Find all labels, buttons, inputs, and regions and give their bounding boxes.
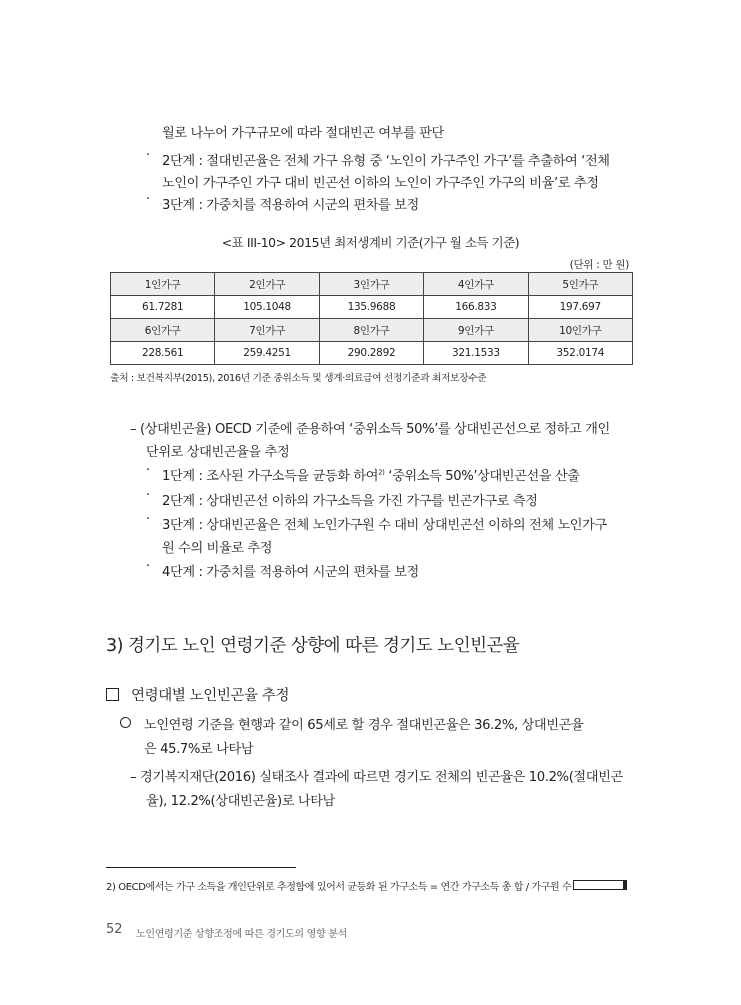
table-header-cell: 7인가구 bbox=[215, 319, 319, 342]
box-heading bbox=[106, 684, 289, 705]
square-bullet-icon bbox=[106, 688, 119, 701]
page-number: 52 bbox=[106, 922, 123, 937]
table-header-cell: 2인가구 bbox=[215, 273, 319, 296]
running-title: 노인연령기준 상향조정에 따른 경기도의 영향 분석 bbox=[136, 929, 347, 940]
circle-item-line2: 은 45.7%로 나타남 bbox=[144, 742, 254, 757]
middot-bullet: · bbox=[146, 488, 151, 503]
middot-bullet: · bbox=[146, 192, 151, 207]
relative-step3-line1: 3단계 : 상대빈곤율은 전체 노인가구원 수 대비 상대빈곤선 이하의 전체 노인가구 bbox=[162, 518, 607, 533]
middot-bullet: · bbox=[146, 559, 151, 574]
circle-bullet-icon bbox=[120, 717, 131, 728]
table-header-cell: 5인가구 bbox=[528, 273, 632, 296]
dash-item-line2: 율), 12.2%(상대빈곤율)로 나타남 bbox=[146, 794, 335, 809]
table-source: 출처 : 보건복지부(2015), 2016년 기준 중위소득 및 생계·의료급여 선정기준과 최저보장수준 bbox=[110, 373, 487, 384]
table-cell: 166.833 bbox=[424, 296, 528, 319]
footnote-text: 2) OECD에서는 가구 소득을 개인단위로 추정함에 있어서 균등화 된 가구소득 = 연간 가구소득 총 합 / 가구원 수 bbox=[106, 882, 572, 893]
table-header-row bbox=[111, 273, 633, 296]
relative-step3-line2: 원 수의 비율로 추정 bbox=[162, 541, 273, 556]
middot-bullet: · bbox=[146, 463, 151, 478]
relative-dash-line2: 단위로 상대빈곤율을 추정 bbox=[146, 445, 290, 460]
table-row bbox=[111, 342, 633, 365]
table-cell: 352.0174 bbox=[528, 342, 632, 365]
table-cell: 259.4251 bbox=[215, 342, 319, 365]
table-row bbox=[111, 296, 633, 319]
table-header-row bbox=[111, 319, 633, 342]
table-cell: 105.1048 bbox=[215, 296, 319, 319]
footnote-divider bbox=[106, 867, 296, 868]
circle-item-line1: 노인연령 기준을 현행과 같이 65세로 할 경우 절대빈곤율은 36.2%, 상대빈곤율 bbox=[144, 718, 584, 733]
table-cell: 135.9688 bbox=[319, 296, 423, 319]
table-header-cell: 6인가구 bbox=[111, 319, 215, 342]
relative-step4: 4단계 : 가중치를 적용하여 시군의 편차를 보정 bbox=[162, 565, 419, 580]
footnote bbox=[106, 878, 627, 893]
table-cell: 197.697 bbox=[528, 296, 632, 319]
box-heading-text: 연령대별 노인빈곤율 추정 bbox=[131, 688, 290, 704]
table-cell: 321.1533 bbox=[424, 342, 528, 365]
dash-item-line1: – 경기복지재단(2016) 실태조사 결과에 따르면 경기도 전체의 빈곤율은 10.2%(절대빈곤 bbox=[130, 770, 623, 785]
relative-step1-text: 1단계 : 조사된 가구소득을 균등화 하여 bbox=[162, 469, 379, 484]
table-unit: (단위 : 만 원) bbox=[569, 259, 629, 271]
middot-bullet: · bbox=[146, 148, 151, 163]
table-header-cell: 4인가구 bbox=[424, 273, 528, 296]
redaction-box-icon bbox=[573, 880, 627, 890]
absolute-step3: 3단계 : 가중치를 적용하여 시군의 편차를 보정 bbox=[162, 198, 419, 213]
section-title: 3) 경기도 노인 연령기준 상향에 따른 경기도 노인빈곤율 bbox=[106, 636, 520, 656]
min-living-cost-table bbox=[110, 272, 633, 365]
middot-bullet: · bbox=[146, 512, 151, 527]
table-header-cell: 8인가구 bbox=[319, 319, 423, 342]
relative-step1-text-end: ‘중위소득 50%’상대빈곤선을 산출 bbox=[384, 469, 580, 484]
table-header-cell: 10인가구 bbox=[528, 319, 632, 342]
table-header-cell: 9인가구 bbox=[424, 319, 528, 342]
absolute-step1-continuation: 월로 나누어 가구규모에 따라 절대빈곤 여부를 판단 bbox=[162, 126, 444, 141]
relative-step1 bbox=[162, 465, 580, 484]
table-header-cell: 1인가구 bbox=[111, 273, 215, 296]
relative-step2: 2단계 : 상대빈곤선 이하의 가구소득을 가진 가구를 빈곤가구로 측정 bbox=[162, 494, 538, 509]
footnote-ref: 2) bbox=[378, 468, 385, 477]
table-cell: 290.2892 bbox=[319, 342, 423, 365]
absolute-step2-line2: 노인이 가구주인 가구 대비 빈곤선 이하의 노인이 가구주인 가구의 비율’로 추정 bbox=[162, 176, 599, 191]
relative-dash-line1: – (상대빈곤율) OECD 기준에 준용하여 ‘중위소득 50%’를 상대빈곤선으로 정하고 개인 bbox=[130, 422, 610, 437]
table-header-cell: 3인가구 bbox=[319, 273, 423, 296]
table-cell: 228.561 bbox=[111, 342, 215, 365]
absolute-step2-line1: 2단계 : 절대빈곤율은 전체 가구 유형 중 ‘노인이 가구주인 가구’를 추출하여 ‘전체 bbox=[162, 154, 610, 169]
table-caption: <표 III-10> 2015년 최저생계비 기준(가구 월 소득 기준) bbox=[221, 235, 520, 250]
table-cell: 61.7281 bbox=[111, 296, 215, 319]
